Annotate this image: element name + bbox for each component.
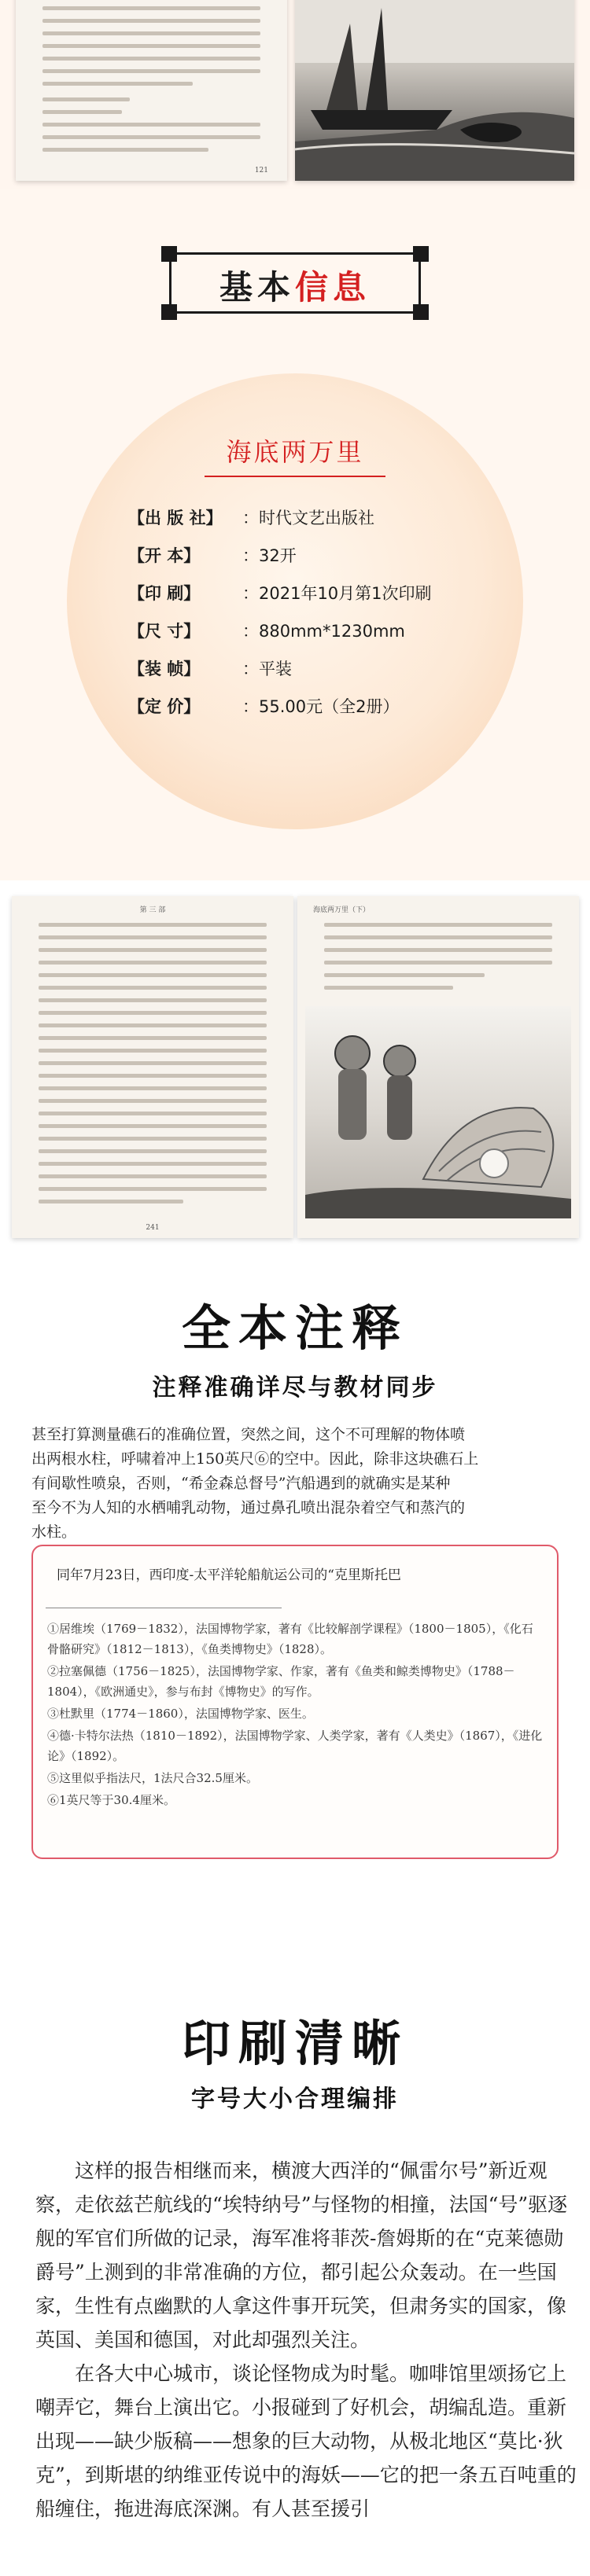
print-subtitle: 字号大小合理编排 (191, 2085, 399, 2113)
left-book-page (16, 0, 287, 181)
page-number: 241 (146, 1224, 160, 1232)
sample-body-text (35, 2154, 578, 2526)
title-text-red: 信息 (295, 268, 371, 307)
divers-sketch-icon (305, 1006, 571, 1218)
title-underline (205, 476, 385, 477)
page-header: 第 三 部 (139, 906, 166, 914)
info-row-publisher (128, 499, 474, 537)
sample-paragraph: 在各大中心城市，谈论怪物成为时髦。咖啡馆里颂扬它上嘲弄它，舞台上演出它。小报碰到了好机会，胡编乱造。重新出现——缺少版稿——想象的巨大动物，从极北地区“莫比·狄克”，到斯堪的纳维亚传说中的海妖——它的把一条五百吨重的船缠住，拖进海底深渊。有人甚至援引 (35, 2362, 577, 2520)
info-value: ：32开 (242, 546, 297, 565)
page-header: 海底两万里（下） (313, 906, 371, 914)
info-row-printing (128, 575, 474, 612)
info-row-binding (128, 650, 474, 688)
basic-info-title (161, 246, 429, 320)
info-list (128, 499, 474, 726)
footnote-box (31, 1545, 559, 1859)
info-label: 【出 版 社】 (128, 509, 223, 527)
info-label: 【开 本】 (128, 546, 201, 565)
right-illustrated-page (297, 896, 579, 1238)
info-row-price (128, 688, 474, 726)
info-value: ：880mm*1230mm (242, 622, 405, 641)
title-text-black: 基本 (219, 268, 295, 307)
info-label: 【印 刷】 (128, 584, 201, 603)
right-book-page (295, 0, 574, 181)
frame-corner (413, 246, 429, 262)
frame-corner (161, 246, 177, 262)
excerpt-line: 有间歇性喷泉，否则，“希金森总督号”汽船遇到的就确实是某种 (31, 1475, 451, 1492)
info-value: ：时代文艺出版社 (242, 509, 374, 527)
divers-illustration (305, 1006, 571, 1218)
info-value: ：55.00元（全2册） (242, 697, 400, 716)
excerpt-block (31, 1423, 574, 1556)
info-value: ：平装 (242, 660, 292, 678)
info-label: 【装 帧】 (128, 660, 201, 678)
note-intro-line: 同年7月23日，西印度-太平洋轮船航运公司的“克里斯托巴 (57, 1567, 401, 1583)
footnote-item: ①居维埃（1769－1832），法国博物学家，著有《比较解剖学课程》（1800－1805），《化石骨骼研究》（1812－1813），《鱼类博物史》（1828）。 (47, 1622, 533, 1656)
excerpt-line: 出两根水柱，呼啸着冲上150英尺⑥的空中。因此，除非这块礁石上 (31, 1450, 479, 1468)
left-text-page (12, 896, 293, 1238)
info-circle (67, 373, 523, 829)
sample-paragraph: 这样的报告相继而来，横渡大西洋的“佩雷尔号”新近观察，走依兹芒航线的“埃特纳号”与怪物的相撞，法国“号”驱逐舰的军官们所做的记录，海军准将菲茨-詹姆斯的在“克莱德勋爵号”上测到的非常准确的方位，都引起公众轰动。在一些国家，生性有点幽默的人拿这件事开玩笑，但肃务实的国家，像英国、美国和德国，对此却强烈关注。 (35, 2159, 568, 2351)
footnote-item: ⑥1英尺等于30.4厘米。 (47, 1793, 175, 1807)
info-row-format (128, 537, 474, 575)
footnote-list (47, 1619, 543, 1812)
basic-info-section (0, 189, 590, 935)
footnote-item: ②拉塞佩德（1756－1825），法国博物学家、作家，著有《鱼类和鲸类博物史》（1788－1804），《欧洲通史》，参与布封《博物史》的写作。 (47, 1664, 515, 1699)
print-clarity-section (0, 1918, 590, 2576)
footnote-item: ③杜默里（1774－1860），法国博物学家、医生。 (47, 1707, 314, 1721)
info-label: 【尺 寸】 (128, 622, 201, 641)
book-title: 海底两万里 (226, 437, 364, 467)
annotation-title: 全本注释 (181, 1299, 408, 1357)
page-number: 121 (254, 167, 268, 175)
excerpt-line: 至今不为人知的水栖哺乳动物，通过鼻孔喷出混杂着空气和蒸汽的 (31, 1499, 466, 1516)
info-value: ：2021年10月第1次印刷 (242, 584, 432, 603)
excerpt-line: 甚至打算测量礁石的准确位置，突然之间，这个不可理解的物体喷 (31, 1426, 466, 1443)
ship-illustration (295, 0, 574, 181)
print-title: 印刷清晰 (181, 2015, 408, 2072)
info-row-size (128, 612, 474, 650)
annotation-subtitle: 注释准确详尽与教材同步 (152, 1374, 438, 1402)
open-book-spread (0, 880, 590, 1250)
top-book-spread (0, 0, 590, 189)
info-label: 【定 价】 (128, 697, 201, 716)
annotation-section (0, 1250, 590, 1957)
footnote-item: ⑤这里似乎指法尺，1法尺合32.5厘米。 (47, 1771, 258, 1785)
footnote-item: ④德·卡特尔法热（1810－1892），法国博物学家、人类学家，著有《人类史》（1867），《进化论》（1892）。 (47, 1729, 543, 1763)
excerpt-line: 水柱。 (31, 1523, 77, 1541)
ship-sketch-icon (295, 0, 574, 181)
